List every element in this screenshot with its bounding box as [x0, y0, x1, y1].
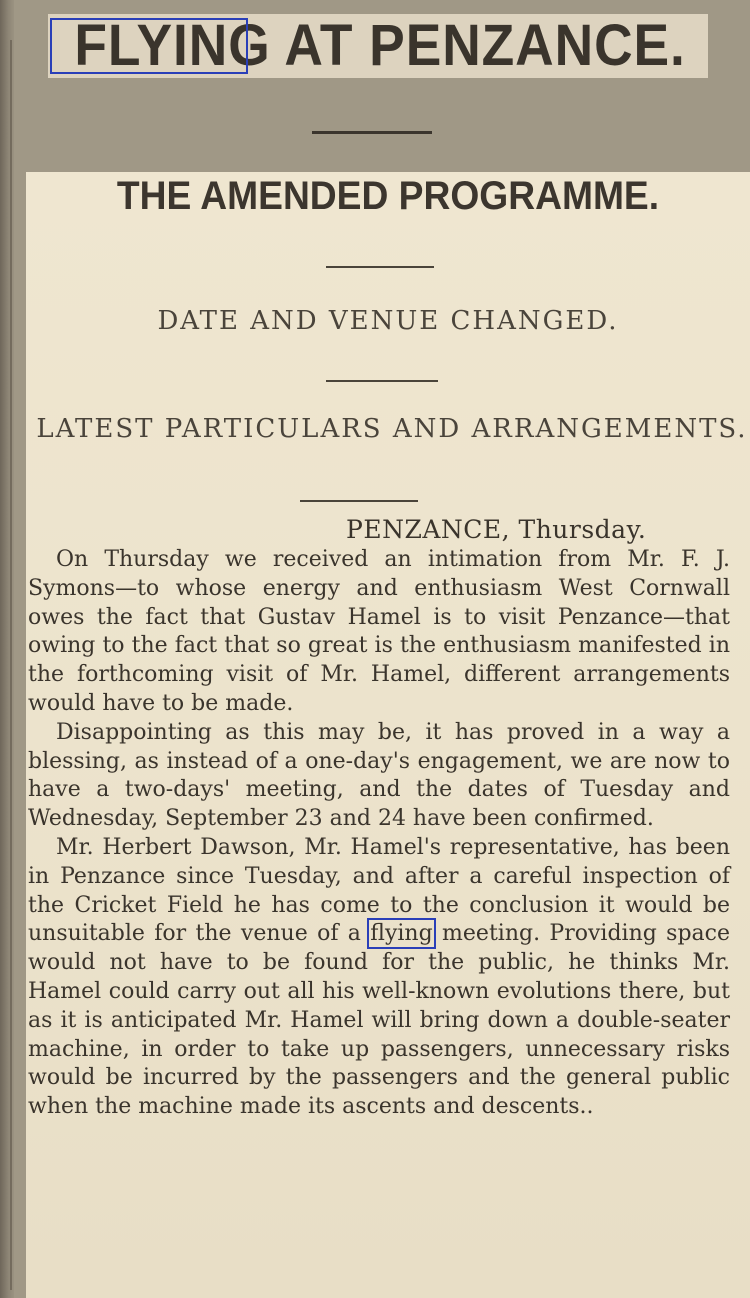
paragraph-text: Mr. Herbert Dawson, Mr. Hamel's representative, has been in Penzance since Tuesday, and after a careful inspection of the Cricket Field he has come to the conclusion it would be unsuitable for the venue of a	[28, 834, 730, 947]
divider-rule	[312, 131, 432, 134]
column-rule	[10, 40, 12, 1290]
subheading-date-venue: DATE AND VENUE CHANGED.	[157, 306, 619, 336]
dateline: PENZANCE, Thursday.	[346, 515, 647, 544]
divider-rule	[300, 500, 418, 502]
article-body	[28, 546, 730, 1122]
subheading-latest-particulars: LATEST PARTICULARS AND ARRANGEMENTS.	[36, 414, 748, 444]
paragraph: Disappointing as this may be, it has proved in a way a blessing, as instead of a one-day's engagement, we are now to have a two-days' meeting, and the dates of Tuesday and Wednesday, September 23 and 24 have been confirmed.	[28, 719, 730, 832]
subheading-amended-programme: THE AMENDED PROGRAMME.	[116, 174, 660, 218]
divider-rule	[326, 266, 434, 268]
paragraph-text: meeting. Providing space would not have to be found for the public, he thinks Mr. Hamel could carry out all his well-known evolutions there, but as it is anticipated Mr. Hamel will bring down a double-seater machine, in order to take up passengers, unnecessary risks would be incurred by the passengers and the general public when the machine made its ascents and descents..	[28, 921, 731, 1120]
highlighted-word: flying	[370, 921, 433, 947]
headline: FLYING AT PENZANCE.	[74, 13, 686, 78]
paragraph	[28, 834, 730, 1122]
paragraph: On Thursday we received an intimation from Mr. F. J. Symons—to whose energy and enthusiasm West Cornwall owes the fact that Gustav Hamel is to visit Penzance—that owing to the fact that so great is the enthusiasm manifested in the forthcoming visit of Mr. Hamel, different arrangements would have to be made.	[28, 547, 730, 716]
divider-rule	[326, 380, 438, 382]
headline-word-highlight	[50, 18, 248, 74]
